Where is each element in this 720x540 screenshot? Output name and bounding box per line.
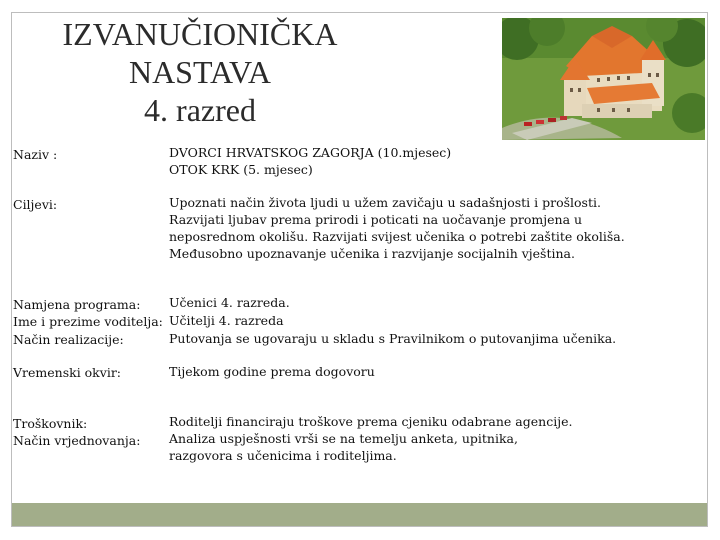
ciljevi-line-4: Međusobno upoznavanje učenika i razvijanje socijalnih vještina. — [169, 246, 575, 261]
ciljevi-label: Ciljevi: — [13, 197, 58, 212]
namjena-label: Namjena programa: — [13, 297, 141, 312]
ciljevi-line-3: neposrednom okolišu. Razvijati svijest učenika o potrebi zaštite okoliša. — [169, 229, 625, 244]
title-line-3: 4. razred — [144, 92, 256, 128]
slide-title — [30, 15, 370, 129]
troskovnik-value — [169, 413, 639, 430]
naziv-value-line-1: DVORCI HRVATSKOG ZAGORJA (10.mjesec) — [169, 145, 452, 160]
namjena-value: Učenici 4. razreda. — [169, 295, 290, 310]
nacin-label: Način realizacije: — [13, 332, 124, 347]
voditelj-label: Ime i prezime voditelja: — [13, 314, 163, 329]
vrjednovanje-label: Način vrjednovanja: — [13, 433, 141, 448]
ciljevi-line-2: Razvijati ljubav prema prirodi i poticati na uočavanje promjena u — [169, 212, 583, 227]
castle-photo — [502, 18, 705, 140]
naziv-value-line-2: OTOK KRK (5. mjesec) — [169, 162, 313, 177]
naziv-value — [169, 144, 639, 178]
footer-bar — [12, 503, 707, 526]
vremenski-value: Tijekom godine prema dogovoru — [169, 364, 375, 379]
ciljevi-line-1: Upoznati način života ljudi u užem zavičaju u sadašnjosti i prošlosti. — [169, 195, 601, 210]
vrjednovanje-line-1: Analiza uspješnosti vrši se na temelju anketa, upitnika, — [169, 431, 518, 446]
troskovnik-label: Troškovnik: — [13, 416, 88, 431]
title-line-1: IZVANUČIONIČKA — [62, 16, 338, 52]
troskovnik-line-1: Roditelji financiraju troškove prema cjeniku odabrane agencije. — [169, 414, 573, 429]
castle-image — [502, 18, 705, 140]
voditelj-value: Učitelji 4. razreda — [169, 313, 284, 328]
title-line-2: NASTAVA — [128, 54, 272, 90]
vrjednovanje-value — [169, 430, 639, 464]
nacin-value: Putovanja se ugovaraju u skladu s Pravilnikom o putovanjima učenika. — [169, 331, 617, 346]
vremenski-label: Vremenski okvir: — [13, 365, 122, 380]
ciljevi-value — [169, 194, 639, 262]
vrjednovanje-line-2: razgovora s učenicima i roditeljima. — [169, 448, 397, 463]
naziv-label: Naziv : — [13, 147, 58, 162]
